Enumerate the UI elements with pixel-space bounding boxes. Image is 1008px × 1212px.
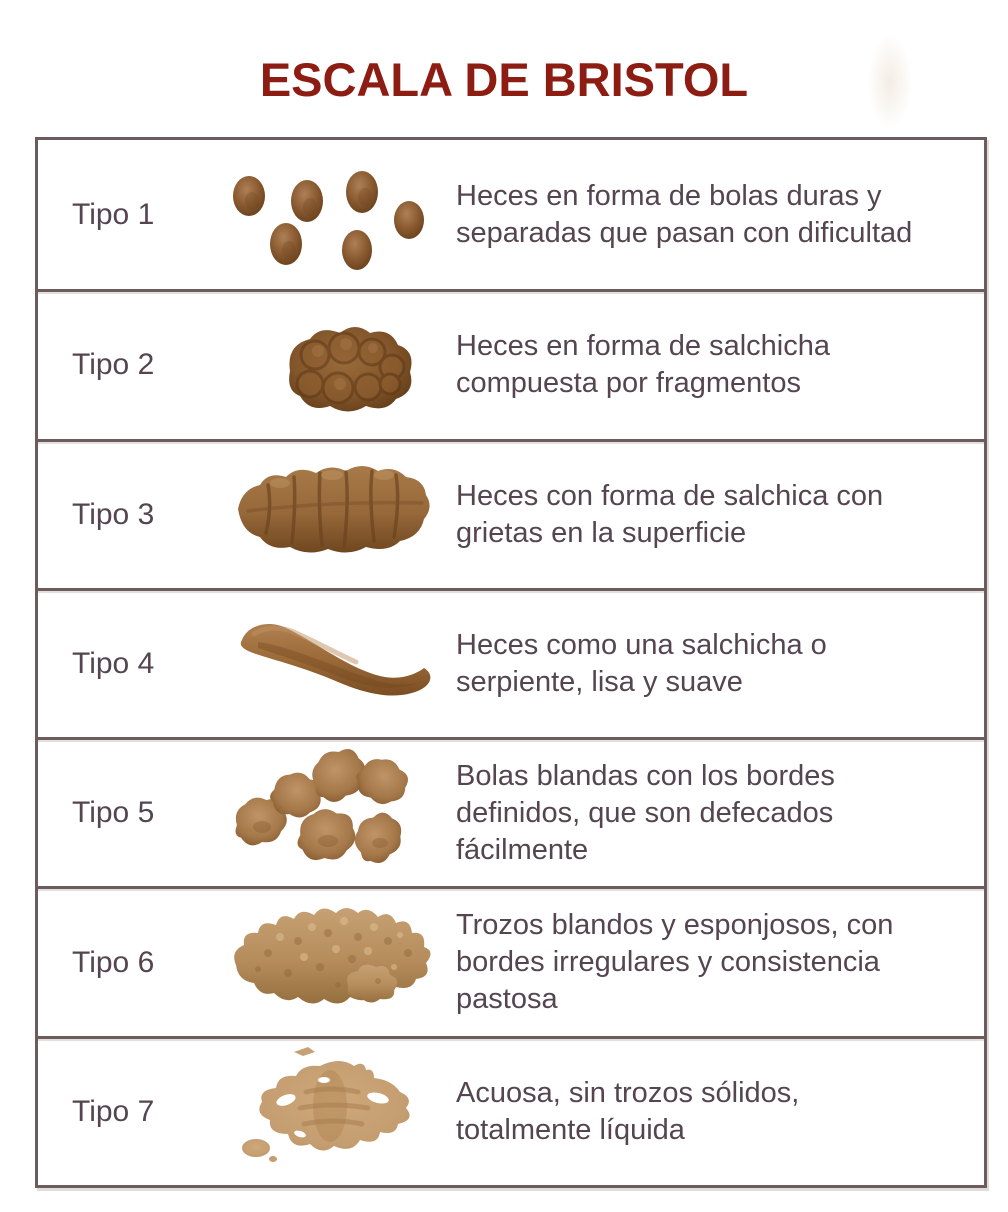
type-7-description: Acuosa, sin trozos sólidos, totalmente líquida (456, 1076, 800, 1146)
type-5-label: Tipo 5 (72, 796, 155, 830)
type-5-illustration (228, 740, 456, 886)
table-row-type-3 (38, 439, 984, 588)
type-2-label: Tipo 2 (72, 348, 155, 382)
type-3-description: Heces con forma de salchica con grietas en la superficie (456, 479, 884, 549)
table-row-type-5 (38, 737, 984, 886)
type-6-label: Tipo 6 (72, 945, 155, 979)
type-6-illustration (228, 889, 456, 1035)
page-title: ESCALA DE BRISTOL (259, 53, 749, 106)
table-row-type-1 (38, 140, 984, 289)
type-4-description: Heces como una salchicha o serpiente, lisa y suave (456, 628, 827, 698)
type-7-label: Tipo 7 (72, 1094, 155, 1128)
type-3-label: Tipo 3 (72, 497, 155, 531)
table-row-type-6 (38, 886, 984, 1035)
type-6-description: Trozos blandos y esponjosos, con bordes irregulares y consistencia pastosa (456, 909, 894, 1016)
type-1-label: Tipo 1 (72, 197, 155, 231)
type-2-description: Heces en forma de salchicha compuesta por fragmentos (456, 330, 830, 400)
type-1-illustration (228, 140, 456, 289)
type-4-label: Tipo 4 (72, 646, 155, 680)
type-3-illustration (228, 442, 456, 588)
type-2-illustration (228, 292, 456, 438)
type-5-description: Bolas blandas con los bordes definidos, que son defecados fácilmente (456, 759, 835, 866)
type-7-illustration (228, 1039, 456, 1185)
table-row-type-7 (38, 1036, 984, 1185)
table-row-type-2 (38, 289, 984, 438)
table-row-type-4 (38, 588, 984, 737)
type-1-description: Heces en forma de bolas duras y separadas que pasan con dificultad (456, 179, 913, 249)
type-4-illustration (228, 591, 456, 737)
bristol-scale-table (35, 137, 987, 1188)
